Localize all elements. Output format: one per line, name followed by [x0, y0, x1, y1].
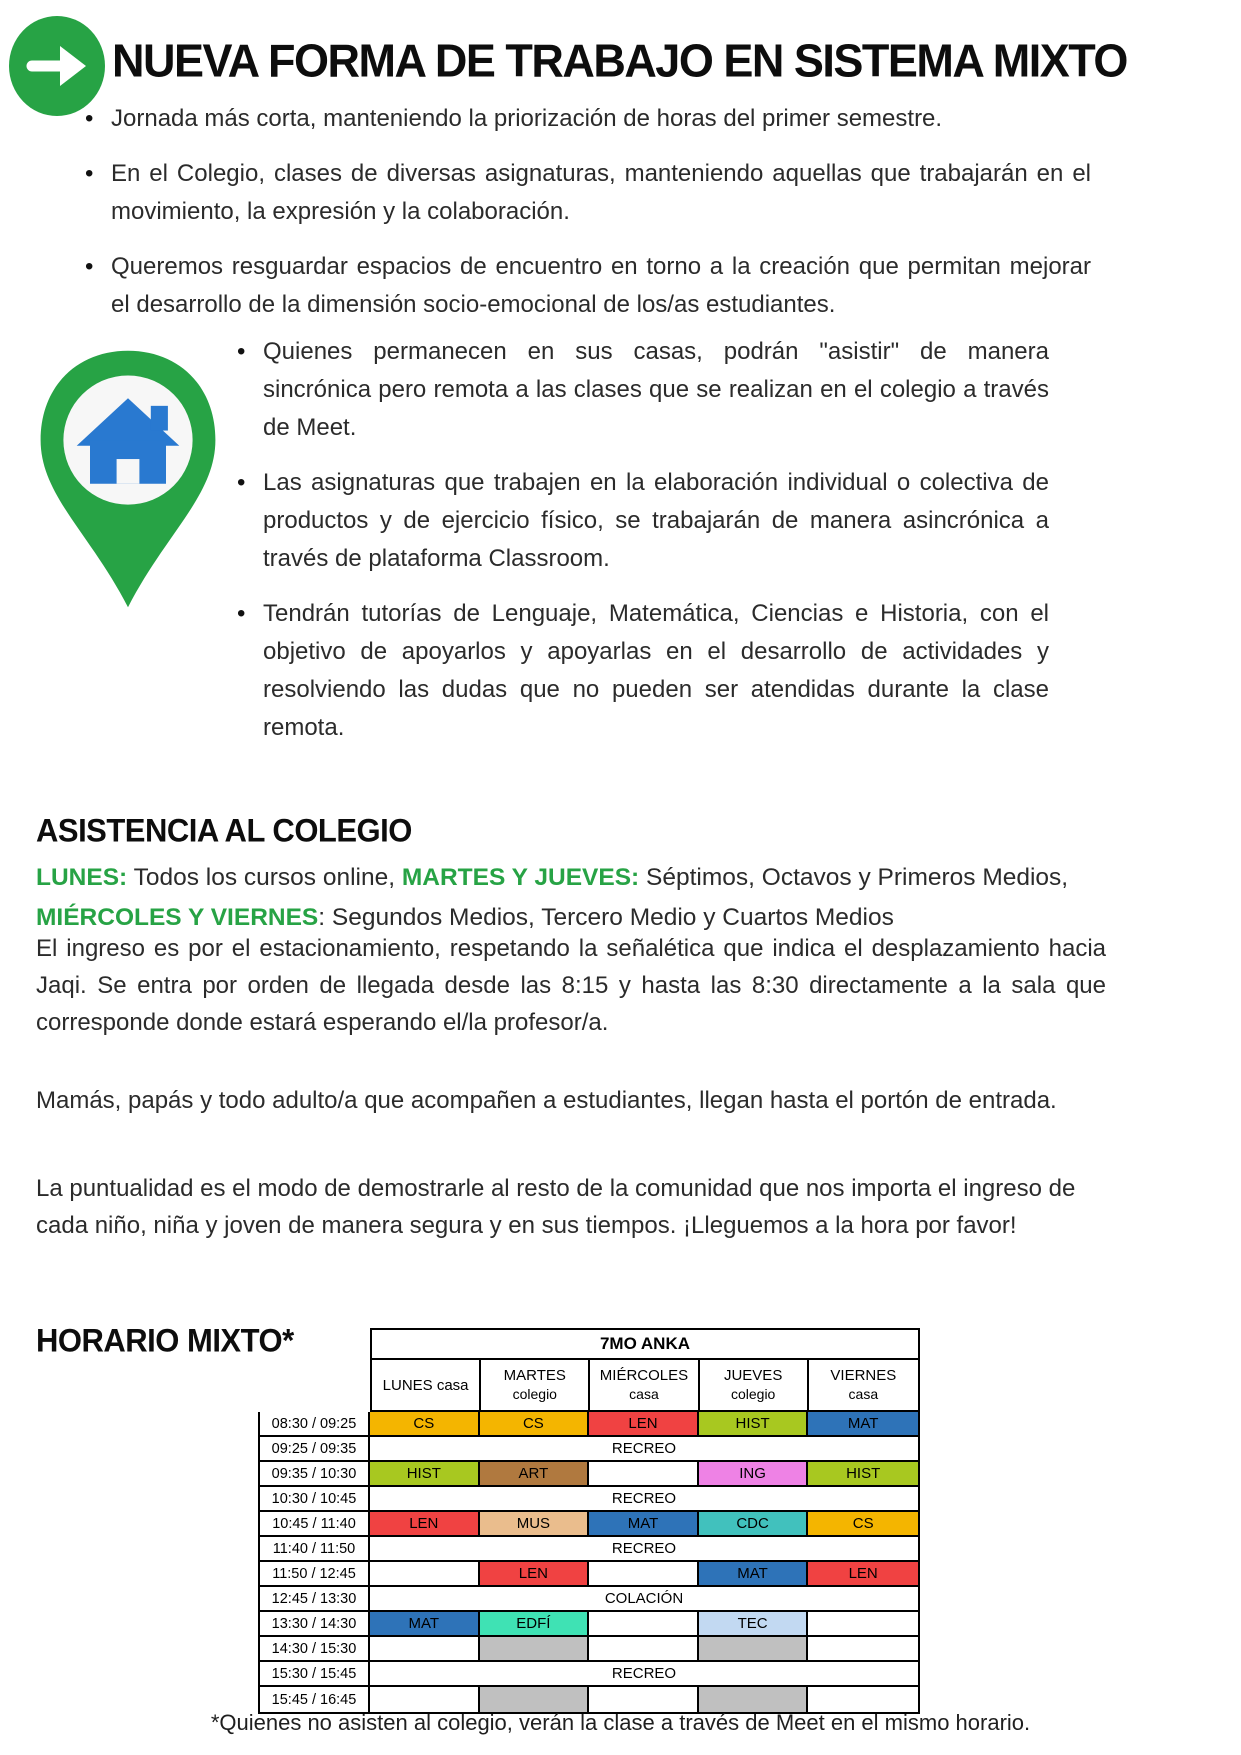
asistencia-heading: ASISTENCIA AL COLEGIO: [36, 812, 412, 849]
time-slot: 08:30 / 09:25: [260, 1412, 370, 1435]
day-text: : Segundos Medios, Tercero Medio y Cuartos Medios: [318, 904, 894, 931]
body-paragraph: Mamás, papás y todo adulto/a que acompañen a estudiantes, llegan hasta el portón de entrada.: [36, 1087, 1057, 1114]
bullet-item: [237, 464, 1049, 578]
bullet-item: [85, 248, 1091, 324]
day-name: MIÉRCOLES: [599, 1367, 689, 1384]
subject-cell: HIST: [808, 1462, 918, 1485]
bullet-text: Queremos resguardar espacios de encuentro en torno a la creación que permitan mejorar el desarrollo de la dimensión socio-emocional de los/as estudiantes.: [111, 253, 1091, 318]
empty-cell: [370, 1687, 480, 1712]
empty-cell: [480, 1637, 590, 1660]
empty-cell: [370, 1637, 480, 1660]
subject-cell: LEN: [480, 1562, 590, 1585]
time-slot: 12:45 / 13:30: [260, 1587, 370, 1610]
schedule-row: [260, 1637, 918, 1662]
subject-cell: LEN: [370, 1512, 480, 1535]
bullet-dot: •: [237, 338, 246, 365]
bullet-text: Jornada más corta, manteniendo la priorización de horas del primer semestre.: [111, 105, 943, 132]
day-location: casa: [629, 1386, 659, 1402]
attendance-days-line: [36, 858, 1106, 938]
subject-cell: ART: [480, 1462, 590, 1485]
subject-cell: EDFÍ: [480, 1612, 590, 1635]
break-cell: RECREO: [370, 1487, 918, 1510]
schedule-day-header: [809, 1360, 918, 1410]
subject-cell: MAT: [808, 1412, 918, 1435]
break-cell: RECREO: [370, 1537, 918, 1560]
schedule-row: [260, 1412, 918, 1437]
schedule-row: [260, 1662, 918, 1687]
empty-cell: [370, 1562, 480, 1585]
day-location: colegio: [730, 1386, 776, 1402]
bullet-dot: •: [237, 600, 246, 627]
subject-cell: LEN: [589, 1412, 699, 1435]
schedule-day-header-row: [372, 1360, 918, 1410]
time-slot: 15:45 / 16:45: [260, 1687, 370, 1712]
empty-cell: [808, 1687, 918, 1712]
schedule-table-body: [258, 1412, 920, 1714]
empty-cell: [808, 1612, 918, 1635]
day-text: Séptimos, Octavos y Primeros Medios,: [639, 864, 1069, 891]
empty-cell: [589, 1462, 699, 1485]
empty-cell: [699, 1637, 809, 1660]
bullet-text: Quienes permanecen en sus casas, podrán "asistir" de manera sincrónica pero remota a las clases que se realizan en el colegio a través de Meet.: [263, 338, 1049, 441]
subject-cell: CS: [370, 1412, 480, 1435]
schedule-day-header: [700, 1360, 809, 1410]
time-slot: 11:50 / 12:45: [260, 1562, 370, 1585]
day-name: JUEVES: [723, 1367, 783, 1384]
subject-cell: CS: [808, 1512, 918, 1535]
schedule-row: [260, 1437, 918, 1462]
day-name: LUNES casa: [382, 1376, 469, 1394]
day-location: casa: [848, 1386, 879, 1402]
intro-bullet-list: [85, 100, 1091, 324]
break-cell: COLACIÓN: [370, 1587, 918, 1610]
subject-cell: TEC: [699, 1612, 809, 1635]
time-slot: 11:40 / 11:50: [260, 1537, 370, 1560]
empty-cell: [699, 1687, 809, 1712]
empty-cell: [589, 1687, 699, 1712]
bullet-text: Tendrán tutorías de Lenguaje, Matemática, Ciencias e Historia, con el objetivo de apoyarlos y apoyarlas en el desarrollo de actividades y resolviendo las dudas que no pueden ser atendidas durante la clase remota.: [263, 600, 1049, 741]
schedule-class-name: 7MO ANKA: [372, 1330, 918, 1360]
bullet-item: [85, 155, 1091, 231]
day-name: MARTES: [503, 1367, 566, 1384]
bullet-item: [237, 595, 1049, 747]
time-slot: 13:30 / 14:30: [260, 1612, 370, 1635]
body-paragraph: El ingreso es por el estacionamiento, respetando la señalética que indica el desplazamiento hacia Jaqi. Se entra por orden de llegada desde las 8:15 y hasta las 8:30 directamente a la sala que corresponde donde estará esperando el/la profesor/a.: [36, 935, 1106, 1036]
schedule-row: [260, 1587, 918, 1612]
subject-cell: LEN: [808, 1562, 918, 1585]
body-paragraph: La puntualidad es el modo de demostrarle al resto de la comunidad que nos importa el ingreso de cada niño, niña y joven de manera segura y en sus tiempos. ¡Lleguemos a la hora por favor!: [36, 1175, 1076, 1239]
time-slot: 14:30 / 15:30: [260, 1637, 370, 1660]
day-keyword: MIÉRCOLES Y VIERNES: [36, 904, 319, 931]
page-title: NUEVA FORMA DE TRABAJO EN SISTEMA MIXTO: [112, 34, 1127, 88]
empty-cell: [808, 1637, 918, 1660]
empty-cell: [480, 1687, 590, 1712]
day-location: colegio: [512, 1386, 557, 1402]
day-keyword: LUNES:: [36, 864, 128, 891]
schedule-footnote: *Quienes no asisten al colegio, verán la clase a través de Meet en el mismo horario.: [210, 1710, 1031, 1735]
break-cell: RECREO: [370, 1662, 918, 1685]
schedule-row: [260, 1562, 918, 1587]
day-keyword: MARTES Y JUEVES:: [401, 864, 640, 891]
bullet-text: En el Colegio, clases de diversas asignaturas, manteniendo aquellas que trabajarán en el movimiento, la expresión y la colaboración.: [111, 160, 1091, 225]
bullet-text: Las asignaturas que trabajen en la elaboración individual o colectiva de productos y de ejercicio físico, se trabajarán de manera asincrónica a través de plataforma Classroom.: [263, 469, 1049, 572]
bullet-dot: •: [85, 253, 94, 280]
schedule-day-header: [590, 1360, 699, 1410]
empty-cell: [589, 1612, 699, 1635]
day-text: Todos los cursos online,: [127, 864, 402, 891]
subject-cell: ING: [699, 1462, 809, 1485]
bullet-dot: •: [85, 160, 94, 187]
subject-cell: MAT: [589, 1512, 699, 1535]
subject-cell: MUS: [480, 1512, 590, 1535]
schedule-row: [260, 1687, 918, 1712]
empty-cell: [589, 1637, 699, 1660]
time-slot: 15:30 / 15:45: [260, 1662, 370, 1685]
horario-heading: HORARIO MIXTO*: [36, 1322, 294, 1359]
schedule-row: [260, 1612, 918, 1637]
subject-cell: HIST: [370, 1462, 480, 1485]
day-name: VIERNES: [830, 1367, 897, 1384]
subject-cell: HIST: [699, 1412, 809, 1435]
schedule-row: [260, 1462, 918, 1487]
time-slot: 10:45 / 11:40: [260, 1512, 370, 1535]
schedule-row: [260, 1512, 918, 1537]
schedule-day-header: [372, 1360, 481, 1410]
time-slot: 10:30 / 10:45: [260, 1487, 370, 1510]
subject-cell: MAT: [699, 1562, 809, 1585]
subject-cell: CS: [480, 1412, 590, 1435]
subject-cell: CDC: [699, 1512, 809, 1535]
bullet-dot: •: [237, 469, 246, 496]
bullet-item: [237, 333, 1049, 447]
time-slot: 09:25 / 09:35: [260, 1437, 370, 1460]
schedule-day-header: [481, 1360, 590, 1410]
bullet-dot: •: [85, 105, 94, 132]
schedule-table: [258, 1328, 920, 1714]
schedule-row: [260, 1537, 918, 1562]
home-location-pin-icon: [33, 350, 223, 608]
schedule-row: [260, 1487, 918, 1512]
schedule-table-header: [370, 1328, 920, 1412]
bullet-item: [85, 100, 1091, 138]
break-cell: RECREO: [370, 1437, 918, 1460]
time-slot: 09:35 / 10:30: [260, 1462, 370, 1485]
empty-cell: [589, 1562, 699, 1585]
home-bullet-list: [237, 333, 1049, 747]
subject-cell: MAT: [370, 1612, 480, 1635]
